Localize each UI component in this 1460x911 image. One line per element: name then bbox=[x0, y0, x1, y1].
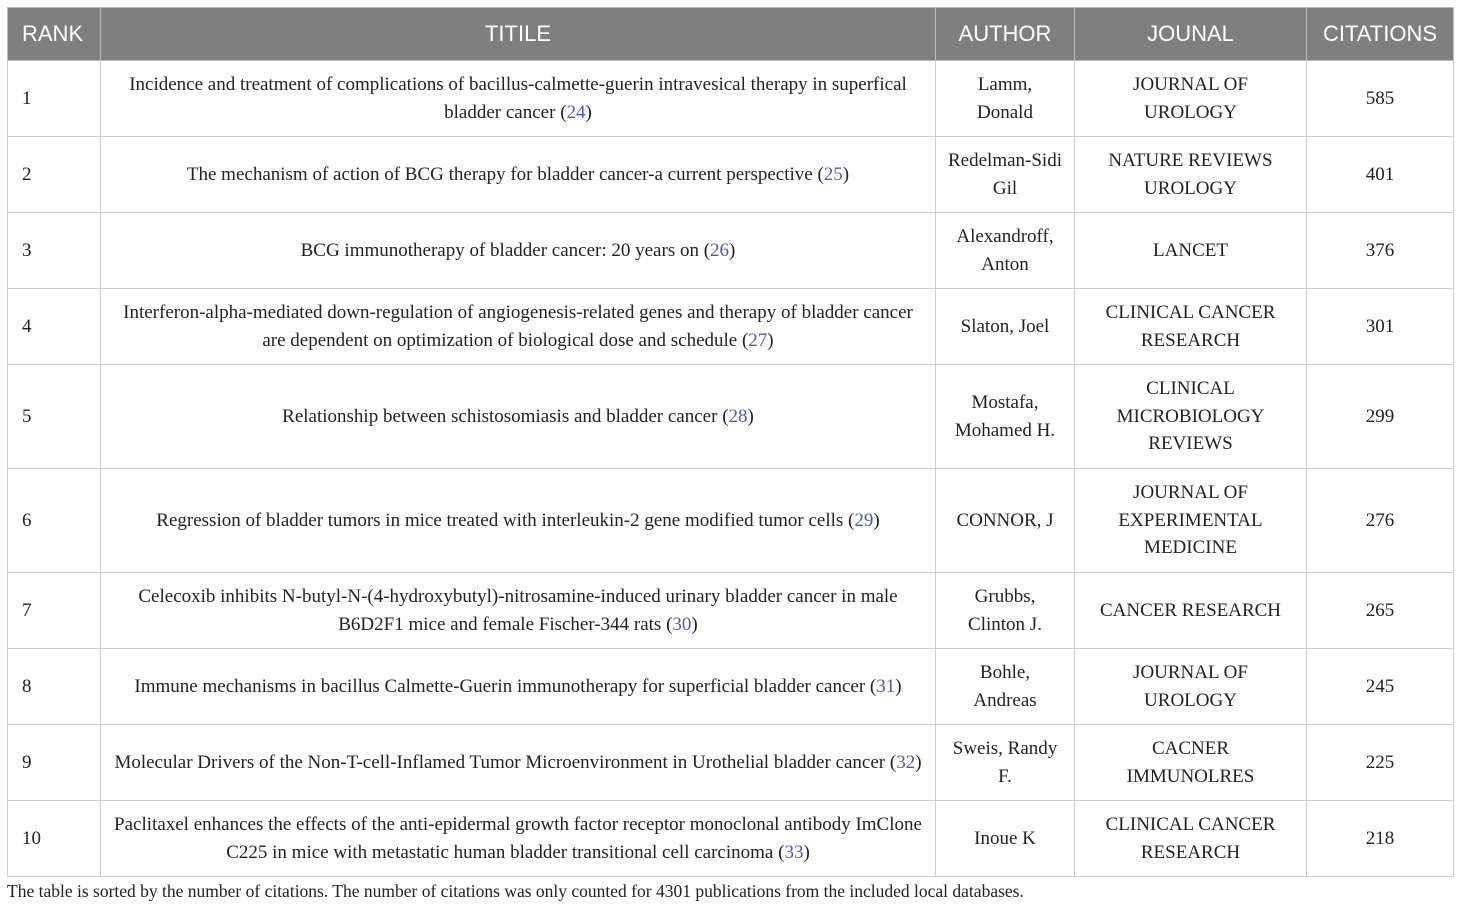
cell-author: Inoue K bbox=[936, 801, 1075, 877]
title-text: Regression of bladder tumors in mice treated with interleukin-2 gene modified tumor cells bbox=[156, 509, 844, 531]
reference-link[interactable]: 27 bbox=[748, 329, 768, 351]
cell-rank: 1 bbox=[8, 61, 101, 137]
cell-citations: 218 bbox=[1307, 801, 1454, 877]
cell-title: BCG immunotherapy of bladder cancer: 20 years on (26) bbox=[101, 213, 936, 289]
cell-rank: 10 bbox=[8, 801, 101, 877]
cell-rank: 2 bbox=[8, 137, 101, 213]
reference-link[interactable]: 29 bbox=[854, 509, 874, 531]
table-row bbox=[8, 801, 1454, 877]
reference-link[interactable]: 33 bbox=[784, 841, 804, 863]
header-title[interactable]: TITILE bbox=[101, 8, 936, 61]
title-text: Immune mechanisms in bacillus Calmette-Guerin immunotherapy for superficial bladder cancer bbox=[134, 675, 866, 697]
reference-link[interactable]: 26 bbox=[710, 239, 730, 261]
title-text: Paclitaxel enhances the effects of the anti-epidermal growth factor receptor monoclonal antibody ImClone C225 in mice with metastatic human bladder transitional cell carcinoma bbox=[114, 814, 922, 863]
header-rank[interactable]: RANK bbox=[8, 8, 101, 61]
cell-citations: 585 bbox=[1307, 61, 1454, 137]
table-row bbox=[8, 213, 1454, 289]
reference-link[interactable]: 30 bbox=[672, 613, 692, 635]
cell-journal: JOURNAL OF UROLOGY bbox=[1075, 649, 1307, 725]
header-journal[interactable]: JOUNAL bbox=[1075, 8, 1307, 61]
table-row bbox=[8, 649, 1454, 725]
title-text: Relationship between schistosomiasis and bladder cancer bbox=[282, 405, 718, 427]
cell-journal: CLINICAL CANCER RESEARCH bbox=[1075, 289, 1307, 365]
cell-citations: 299 bbox=[1307, 365, 1454, 469]
table-row bbox=[8, 573, 1454, 649]
table-header-row bbox=[8, 8, 1454, 61]
table-row bbox=[8, 137, 1454, 213]
cell-title: Regression of bladder tumors in mice treated with interleukin-2 gene modified tumor cells (29) bbox=[101, 469, 936, 573]
table-row bbox=[8, 365, 1454, 469]
cell-title: Interferon-alpha-mediated down-regulation of angiogenesis-related genes and therapy of bladder cancer are dependent on optimization of biological dose and schedule (27) bbox=[101, 289, 936, 365]
top-cited-publications-table bbox=[7, 7, 1454, 877]
cell-rank: 8 bbox=[8, 649, 101, 725]
cell-author: Mostafa, Mohamed H. bbox=[936, 365, 1075, 469]
table-row bbox=[8, 725, 1454, 801]
cell-citations: 225 bbox=[1307, 725, 1454, 801]
title-text: Molecular Drivers of the Non-T-cell-Inflamed Tumor Microenvironment in Urothelial bladder cancer bbox=[114, 751, 886, 773]
header-author[interactable]: AUTHOR bbox=[936, 8, 1075, 61]
cell-author: Lamm, Donald bbox=[936, 61, 1075, 137]
cell-author: Bohle, Andreas bbox=[936, 649, 1075, 725]
cell-rank: 9 bbox=[8, 725, 101, 801]
cell-title: Celecoxib inhibits N-butyl-N-(4-hydroxybutyl)-nitrosamine-induced urinary bladder cancer in male B6D2F1 mice and female Fischer-344 rats (30) bbox=[101, 573, 936, 649]
reference-link[interactable]: 31 bbox=[876, 675, 896, 697]
table-footnote: The table is sorted by the number of citations. The number of citations was only counted for 4301 publications from the included local databases. bbox=[7, 881, 1024, 901]
cell-journal: JOURNAL OF UROLOGY bbox=[1075, 61, 1307, 137]
cell-author: Sweis, Randy F. bbox=[936, 725, 1075, 801]
cell-rank: 7 bbox=[8, 573, 101, 649]
title-text: The mechanism of action of BCG therapy for bladder cancer-a current perspective bbox=[186, 163, 813, 185]
cell-citations: 376 bbox=[1307, 213, 1454, 289]
table-row bbox=[8, 289, 1454, 365]
cell-rank: 6 bbox=[8, 469, 101, 573]
cell-citations: 401 bbox=[1307, 137, 1454, 213]
cell-title: The mechanism of action of BCG therapy for bladder cancer-a current perspective (25) bbox=[101, 137, 936, 213]
reference-link[interactable]: 25 bbox=[823, 163, 843, 185]
cell-journal: LANCET bbox=[1075, 213, 1307, 289]
cell-rank: 5 bbox=[8, 365, 101, 469]
cell-journal: JOURNAL OF EXPERIMENTAL MEDICINE bbox=[1075, 469, 1307, 573]
cell-citations: 276 bbox=[1307, 469, 1454, 573]
cell-citations: 245 bbox=[1307, 649, 1454, 725]
cell-citations: 265 bbox=[1307, 573, 1454, 649]
reference-link[interactable]: 24 bbox=[566, 101, 586, 123]
cell-rank: 3 bbox=[8, 213, 101, 289]
cell-journal: CANCER RESEARCH bbox=[1075, 573, 1307, 649]
cell-title: Incidence and treatment of complications of bacillus-calmette-guerin intravesical therapy in superfical bladder cancer (24) bbox=[101, 61, 936, 137]
table-row bbox=[8, 61, 1454, 137]
reference-link[interactable]: 28 bbox=[728, 405, 748, 427]
cell-journal: NATURE REVIEWS UROLOGY bbox=[1075, 137, 1307, 213]
title-text: BCG immunotherapy of bladder cancer: 20 years on bbox=[300, 239, 699, 261]
header-citations[interactable]: CITATIONS bbox=[1307, 8, 1454, 61]
cell-author: Redelman-Sidi Gil bbox=[936, 137, 1075, 213]
title-text: Celecoxib inhibits N-butyl-N-(4-hydroxybutyl)-nitrosamine-induced urinary bladder cancer in male B6D2F1 mice and female Fischer-344 rats bbox=[138, 586, 898, 635]
cell-citations: 301 bbox=[1307, 289, 1454, 365]
cell-journal: CLINICAL MICROBIOLOGY REVIEWS bbox=[1075, 365, 1307, 469]
cell-title: Paclitaxel enhances the effects of the anti-epidermal growth factor receptor monoclonal antibody ImClone C225 in mice with metastatic human bladder transitional cell carcinoma (33) bbox=[101, 801, 936, 877]
table-row bbox=[8, 469, 1454, 573]
cell-rank: 4 bbox=[8, 289, 101, 365]
title-text: Incidence and treatment of complications of bacillus-calmette-guerin intravesical therapy in superfical bladder cancer bbox=[129, 74, 907, 123]
cell-title: Immune mechanisms in bacillus Calmette-Guerin immunotherapy for superficial bladder cancer (31) bbox=[101, 649, 936, 725]
cell-author: Slaton, Joel bbox=[936, 289, 1075, 365]
cell-title: Molecular Drivers of the Non-T-cell-Inflamed Tumor Microenvironment in Urothelial bladder cancer (32) bbox=[101, 725, 936, 801]
cell-author: Alexandroff, Anton bbox=[936, 213, 1075, 289]
cell-journal: CLINICAL CANCER RESEARCH bbox=[1075, 801, 1307, 877]
reference-link[interactable]: 32 bbox=[896, 751, 916, 773]
cell-author: Grubbs, Clinton J. bbox=[936, 573, 1075, 649]
cell-title: Relationship between schistosomiasis and bladder cancer (28) bbox=[101, 365, 936, 469]
title-text: Interferon-alpha-mediated down-regulation of angiogenesis-related genes and therapy of bladder cancer are dependent on optimization of biological dose and schedule bbox=[123, 302, 913, 351]
cell-author: CONNOR, J bbox=[936, 469, 1075, 573]
citation-table-container bbox=[7, 7, 1453, 877]
cell-journal: CACNER IMMUNOLRES bbox=[1075, 725, 1307, 801]
